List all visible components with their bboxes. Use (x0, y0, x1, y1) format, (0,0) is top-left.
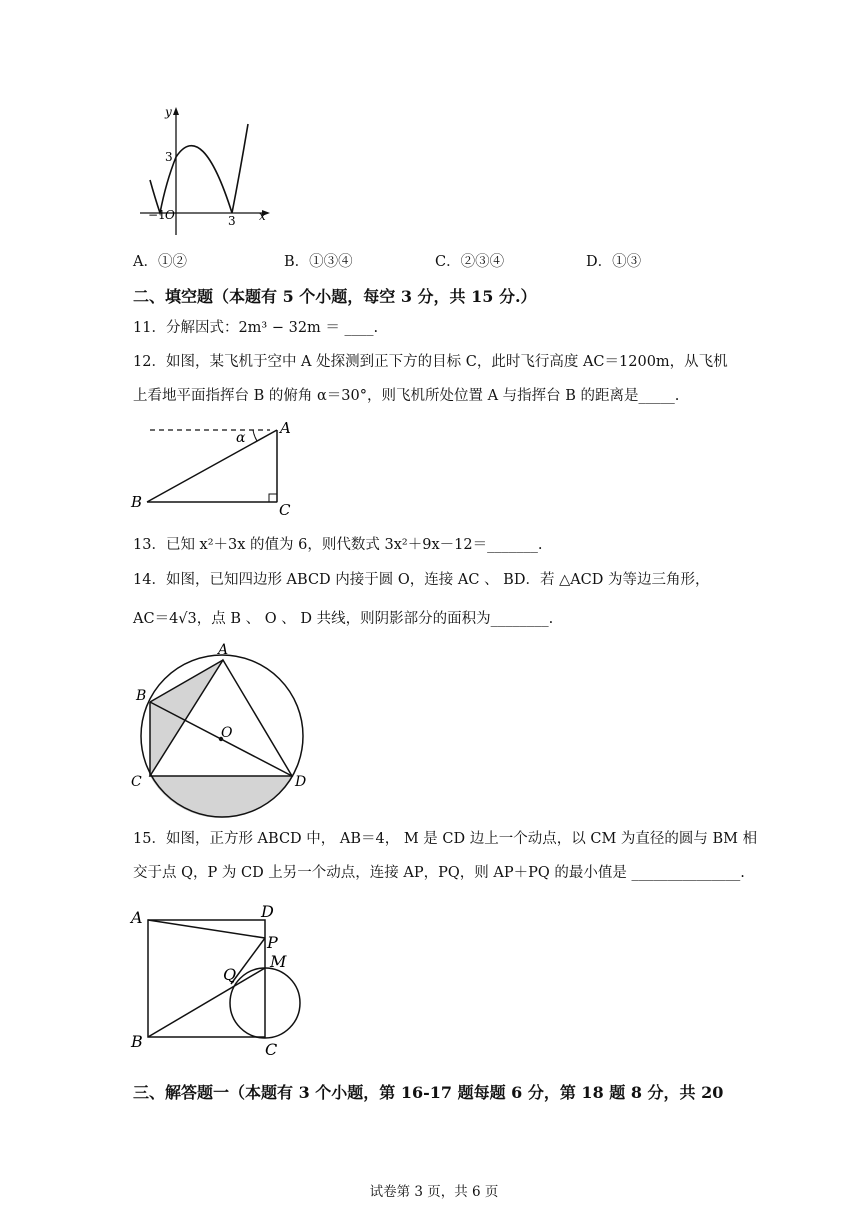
question-14-line2: AC＝4√3，点 B 、 O 、 D 共线，则阴影部分的面积为________. (133, 611, 554, 627)
option-d[interactable]: D．①③ (586, 254, 642, 270)
q14-label-o: O (221, 725, 233, 741)
q14-label-a: A (218, 642, 229, 658)
q15-label-m: M (270, 952, 287, 971)
q14-label-b: B (136, 688, 147, 704)
q14-label-c: C (131, 774, 142, 790)
q12-label-a: A (280, 419, 291, 437)
option-a[interactable]: A．①② (133, 254, 187, 270)
q15-label-a: A (131, 908, 143, 927)
question-14-line1: 14．如图，已知四边形 ABCD 内接于圆 O，连接 AC 、 BD．若 △ACD 为等边三角形， (133, 572, 710, 588)
q12-label-c: C (279, 501, 291, 519)
question-11: 11．分解因式：2m³ − 32m ＝ ____. (133, 320, 379, 336)
graph-tick-xm1: −1 (148, 208, 166, 222)
q15-label-q: Q (223, 965, 237, 984)
question-12-line1: 12．如图，某飞机于空中 A 处探测到正下方的目标 C，此时飞行高度 AC＝1200m，从飞机 (133, 354, 728, 370)
q14-label-d: D (295, 774, 307, 790)
graph-y-label: y (165, 105, 172, 119)
q15-label-p: P (267, 933, 278, 952)
question-15-line1: 15．如图，正方形 ABCD 中， AB＝4， M 是 CD 边上一个动点，以 CM 为直径的圆与 BM 相 (133, 831, 758, 847)
section2-heading: 二、填空题（本题有 5 个小题，每空 3 分，共 15 分.） (133, 287, 537, 306)
figure-q12 (130, 418, 300, 518)
q12-label-b: B (131, 493, 143, 511)
q15-label-d: D (261, 902, 274, 921)
q15-label-b: B (131, 1032, 143, 1051)
question-15-line2: 交于点 Q，P 为 CD 上另一个动点，连接 AP，PQ，则 AP＋PQ 的最小值是 _______________. (133, 865, 745, 881)
graph-origin-label: O (165, 208, 175, 222)
option-b[interactable]: B．①③④ (284, 254, 353, 270)
graph-tick-y3: 3 (165, 150, 173, 164)
graph-x-label: x (259, 209, 266, 223)
graph-tick-x3: 3 (228, 214, 236, 228)
option-c[interactable]: C．②③④ (435, 254, 505, 270)
function-graph (130, 100, 280, 240)
q15-label-c: C (265, 1040, 278, 1059)
figure-q15 (128, 898, 318, 1063)
question-12-line2: 上看地平面指挥台 B 的俯角 α＝30°，则飞机所处位置 A 与指挥台 B 的距离是_____. (133, 388, 680, 404)
question-13: 13．已知 x²＋3x 的值为 6，则代数式 3x²＋9x－12＝_______. (133, 537, 543, 553)
q12-label-alpha: α (236, 430, 246, 446)
page-footer: 试卷第 3 页，共 6 页 (369, 1184, 499, 1200)
figure-q14 (128, 640, 318, 820)
section3-heading: 三、解答题一（本题有 3 个小题，第 16-17 题每题 6 分，第 18 题 8 分，共 20 (133, 1083, 724, 1102)
